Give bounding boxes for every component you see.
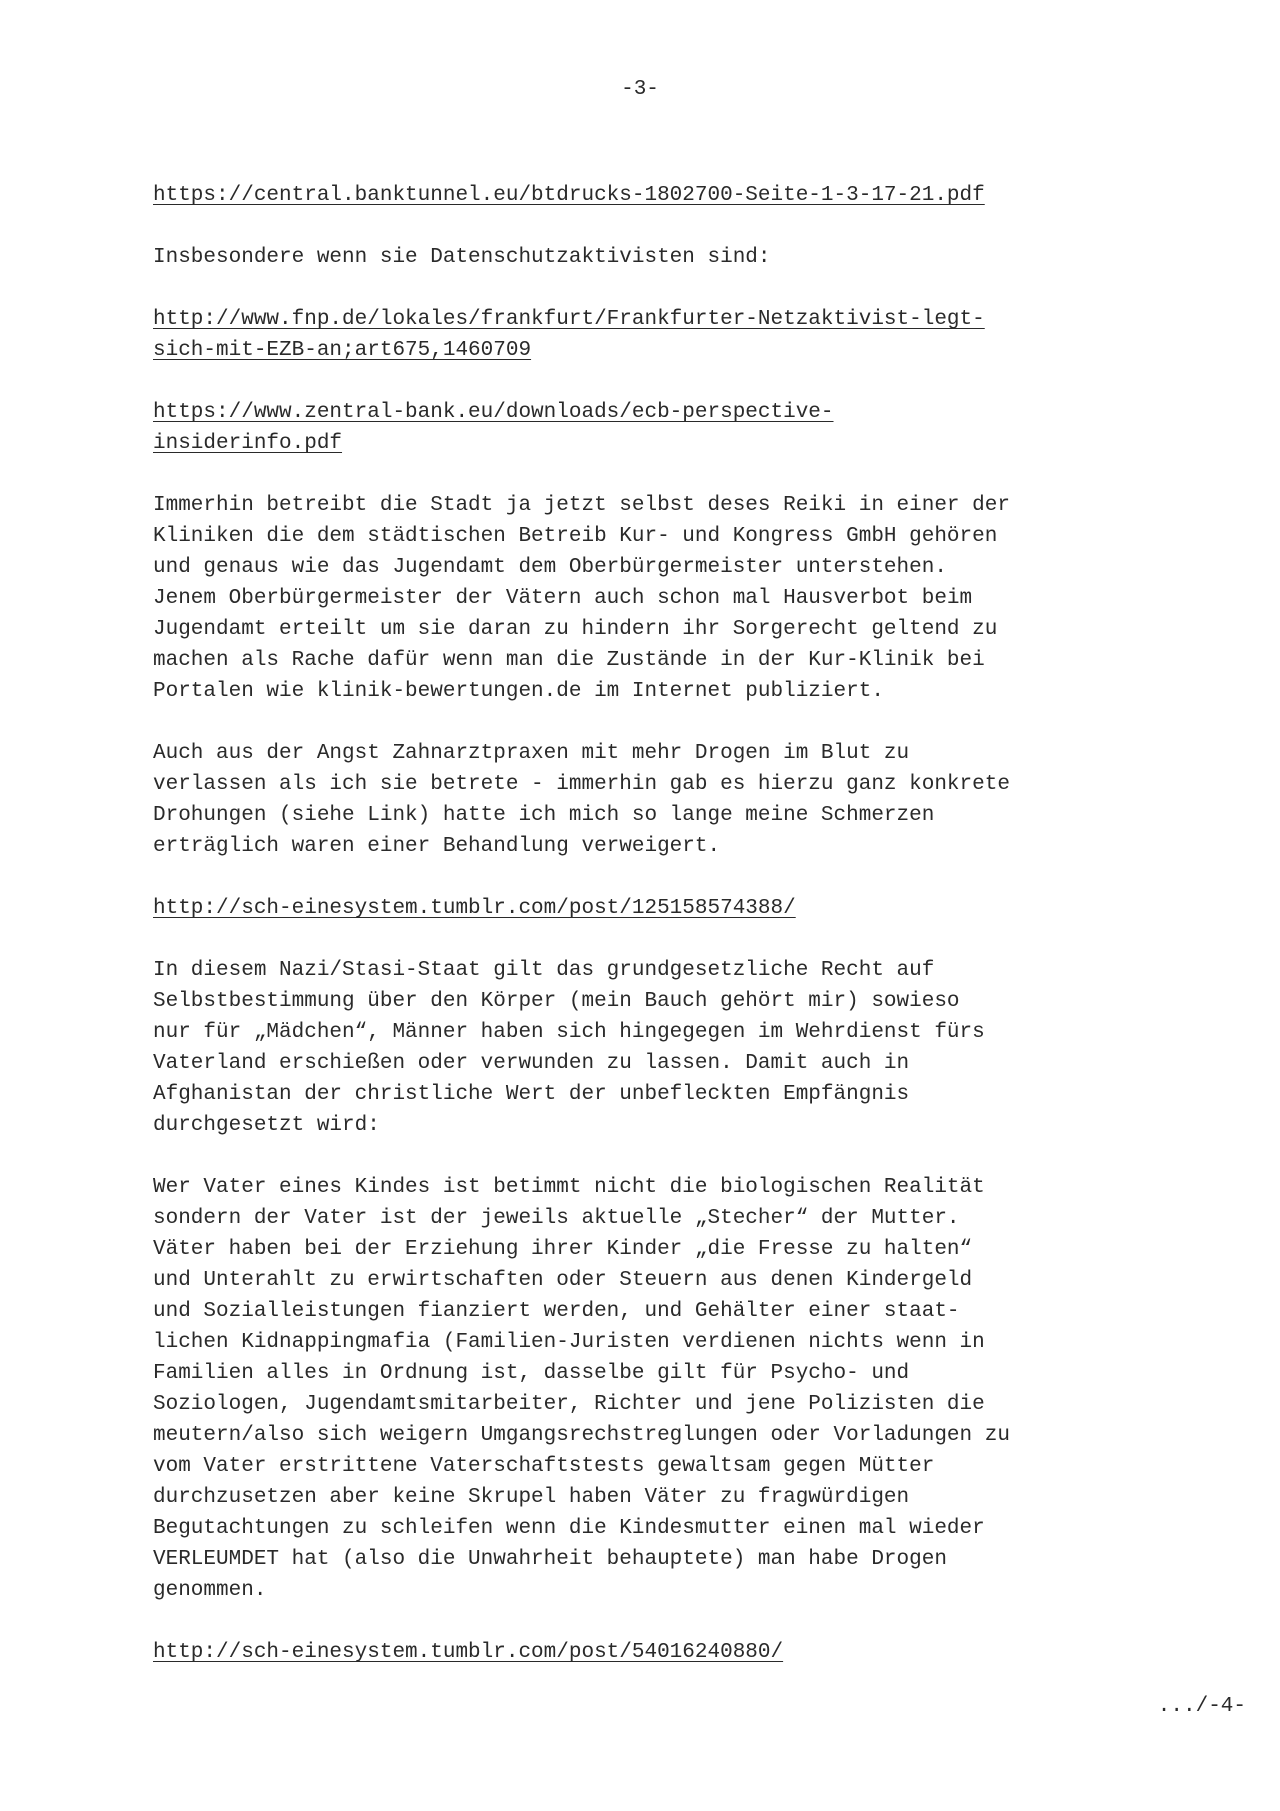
- link-tumblr-post-1[interactable]: http://sch-einesystem.tumblr.com/post/125158574388/: [153, 897, 796, 920]
- paragraph-datenschutz: Insbesondere wenn sie Datenschutzaktivisten sind:: [153, 246, 771, 269]
- link-tumblr-post-2[interactable]: http://sch-einesystem.tumblr.com/post/54016240880/: [153, 1641, 784, 1664]
- link-fnp-article[interactable]: http://www.fnp.de/lokales/frankfurt/Frankfurter-Netzaktivist-legt- sich-mit-EZB-an;art675,1460709: [153, 308, 985, 362]
- link-banktunnel-pdf[interactable]: https://central.banktunnel.eu/btdrucks-1802700-Seite-1-3-17-21.pdf: [153, 184, 985, 207]
- paragraph-reiki: Immerhin betreibt die Stadt ja jetzt selbst deses Reiki in einer der Kliniken die dem städtischen Betreib Kur- und Kongress GmbH gehören und genaus wie das Jugendamt dem Oberbürgermeister unterstehen. Jenem Oberbürgermeister der Vätern auch schon mal Hausverbot beim Jugendamt erteilt um sie daran zu hindern ihr Sorgerecht geltend zu machen als Rache dafür wenn man die Zustände in der Kur-Klinik bei Portalen wie klinik-bewertungen.de im Internet publiziert.: [153, 494, 1010, 703]
- document-body: [153, 180, 1133, 1668]
- paragraph-zahnarzt: Auch aus der Angst Zahnarztpraxen mit mehr Drogen im Blut zu verlassen als ich sie betrete - immerhin gab es hierzu ganz konkrete Drohungen (siehe Link) hatte ich mich so lange meine Schmerzen erträglich waren einer Behandlung verweigert.: [153, 742, 1010, 858]
- paragraph-selbstbestimmung: In diesem Nazi/Stasi-Staat gilt das grundgesetzliche Recht auf Selbstbestimmung über den Körper (mein Bauch gehört mir) sowieso nur für „Mädchen“, Männer haben sich hingegegen im Wehrdienst fürs Vaterland erschießen oder verwunden zu lassen. Damit auch in Afghanistan der christliche Wert der unbefleckten Empfängnis durchgesetzt wird:: [153, 959, 985, 1137]
- page-number: -3-: [621, 78, 659, 101]
- paragraph-vaterschaft: Wer Vater eines Kindes ist betimmt nicht die biologischen Realität sondern der Vater ist der jeweils aktuelle „Stecher“ der Mutter. Väter haben bei der Erziehung ihrer Kinder „die Fresse zu halten“ und Unterahlt zu erwirtschaften oder Steuern aus denen Kindergeld und Sozialleistungen fianziert werden, und Gehälter einer staat- lichen Kidnappingmafia (Familien-Juristen verdienen nichts wenn in Familien alles in Ordnung ist, dasselbe gilt für Psycho- und Soziologen, Jugendamtsmitarbeiter, Richter und jene Polizisten die meutern/also sich weigern Umgangsrechstreglungen oder Vorladungen zu vom Vater erstrittene Vaterschaftstests gewaltsam gegen Mütter durchzusetzen aber keine Skrupel haben Väter zu fragwürdigen Begutachtungen zu schleifen wenn die Kindesmutter einen mal wieder VERLEUMDET hat (also die Unwahrheit behauptete) man habe Drogen genommen.: [153, 1176, 1010, 1602]
- link-zentral-bank-pdf[interactable]: https://www.zentral-bank.eu/downloads/ecb-perspective- insiderinfo.pdf: [153, 401, 834, 455]
- continuation-marker: .../-4-: [1157, 1695, 1246, 1718]
